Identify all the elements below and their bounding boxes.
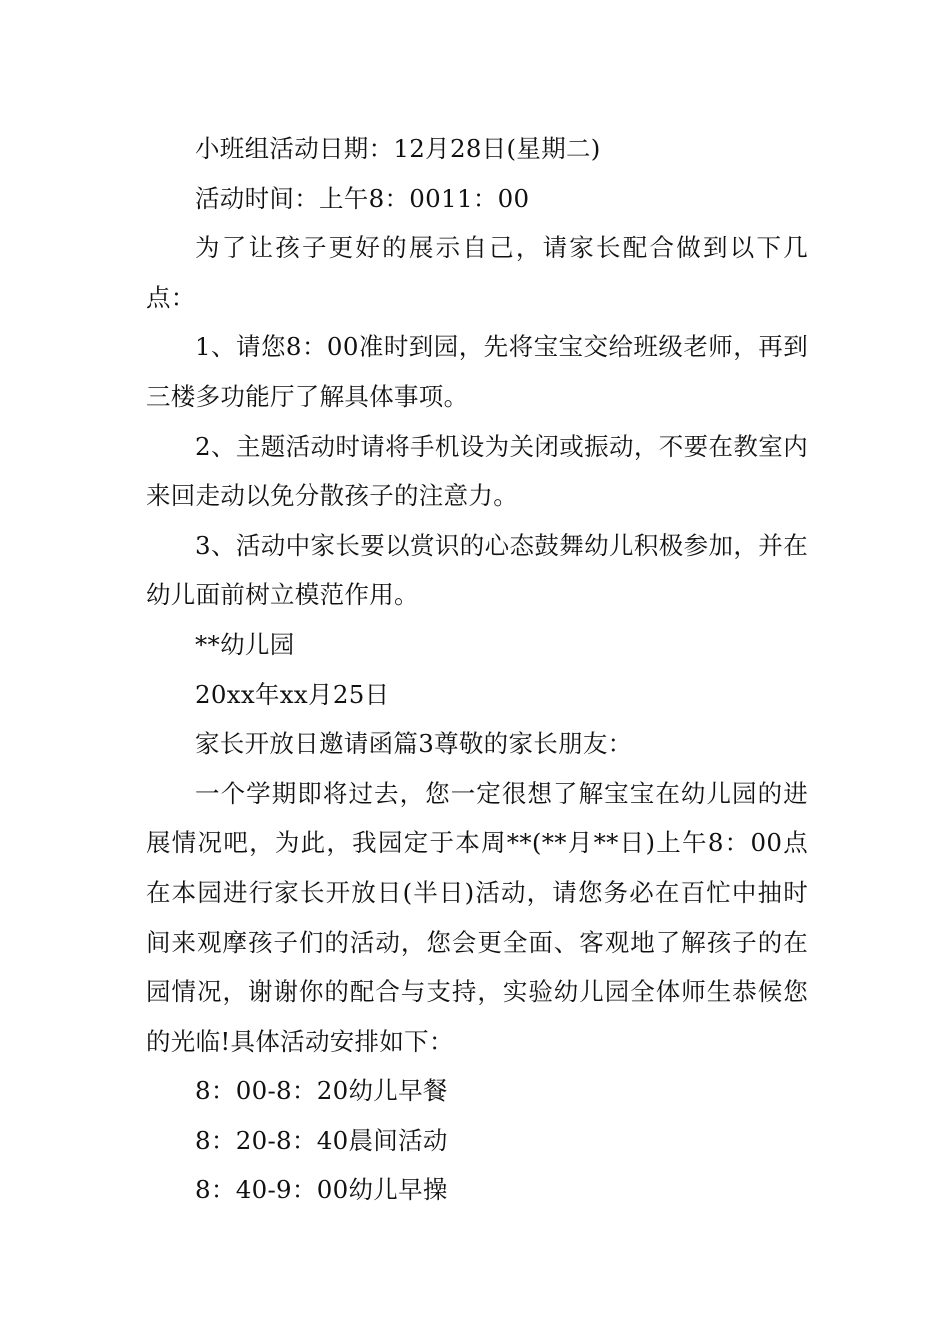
paragraph-parent-request: 为了让孩子更好的展示自己，请家长配合做到以下几点：: [146, 233, 808, 312]
paragraph-schedule-1: 8：00-8：20幼儿早餐: [195, 1076, 448, 1106]
paragraph-signature: **幼儿园: [195, 629, 295, 659]
paragraph-letter-heading: 家长开放日邀请函篇3尊敬的家长朋友：: [195, 729, 633, 759]
paragraph-schedule-2: 8：20-8：40晨间活动: [195, 1125, 448, 1155]
paragraph-item-1: 1、请您8：00准时到园，先将宝宝交给班级老师，再到三楼多功能厅了解具体事项。: [146, 332, 808, 411]
paragraph-date: 20xx年xx月25日: [195, 679, 390, 709]
paragraph-activity-date: 小班组活动日期：12月28日(星期二): [195, 134, 601, 163]
document-body: [146, 124, 808, 1215]
paragraph-item-2: 2、主题活动时请将手机设为关闭或振动，不要在教室内来回走动以免分散孩子的注意力。: [146, 431, 808, 511]
paragraph-invitation-body: 一个学期即将过去，您一定很想了解宝宝在幼儿园的进展情况吧，为此，我园定于本周**(**月**日)上午8：00点在本园进行家长开放日(半日)活动，请您务必在百忙中抽时间来观摩孩子们的活动，您会更全面、客观地了解孩子的在园情况，谢谢你的配合与支持，实验幼儿园全体师生恭候您的光临!具体活动安排如下：: [146, 778, 808, 1056]
paragraph-schedule-3: 8：40-9：00幼儿早操: [195, 1175, 448, 1205]
paragraph-item-3: 3、活动中家长要以赏识的心态鼓舞幼儿积极参加，并在幼儿面前树立模范作用。: [146, 530, 808, 610]
paragraph-activity-time: 活动时间：上午8：0011：00: [195, 183, 530, 213]
